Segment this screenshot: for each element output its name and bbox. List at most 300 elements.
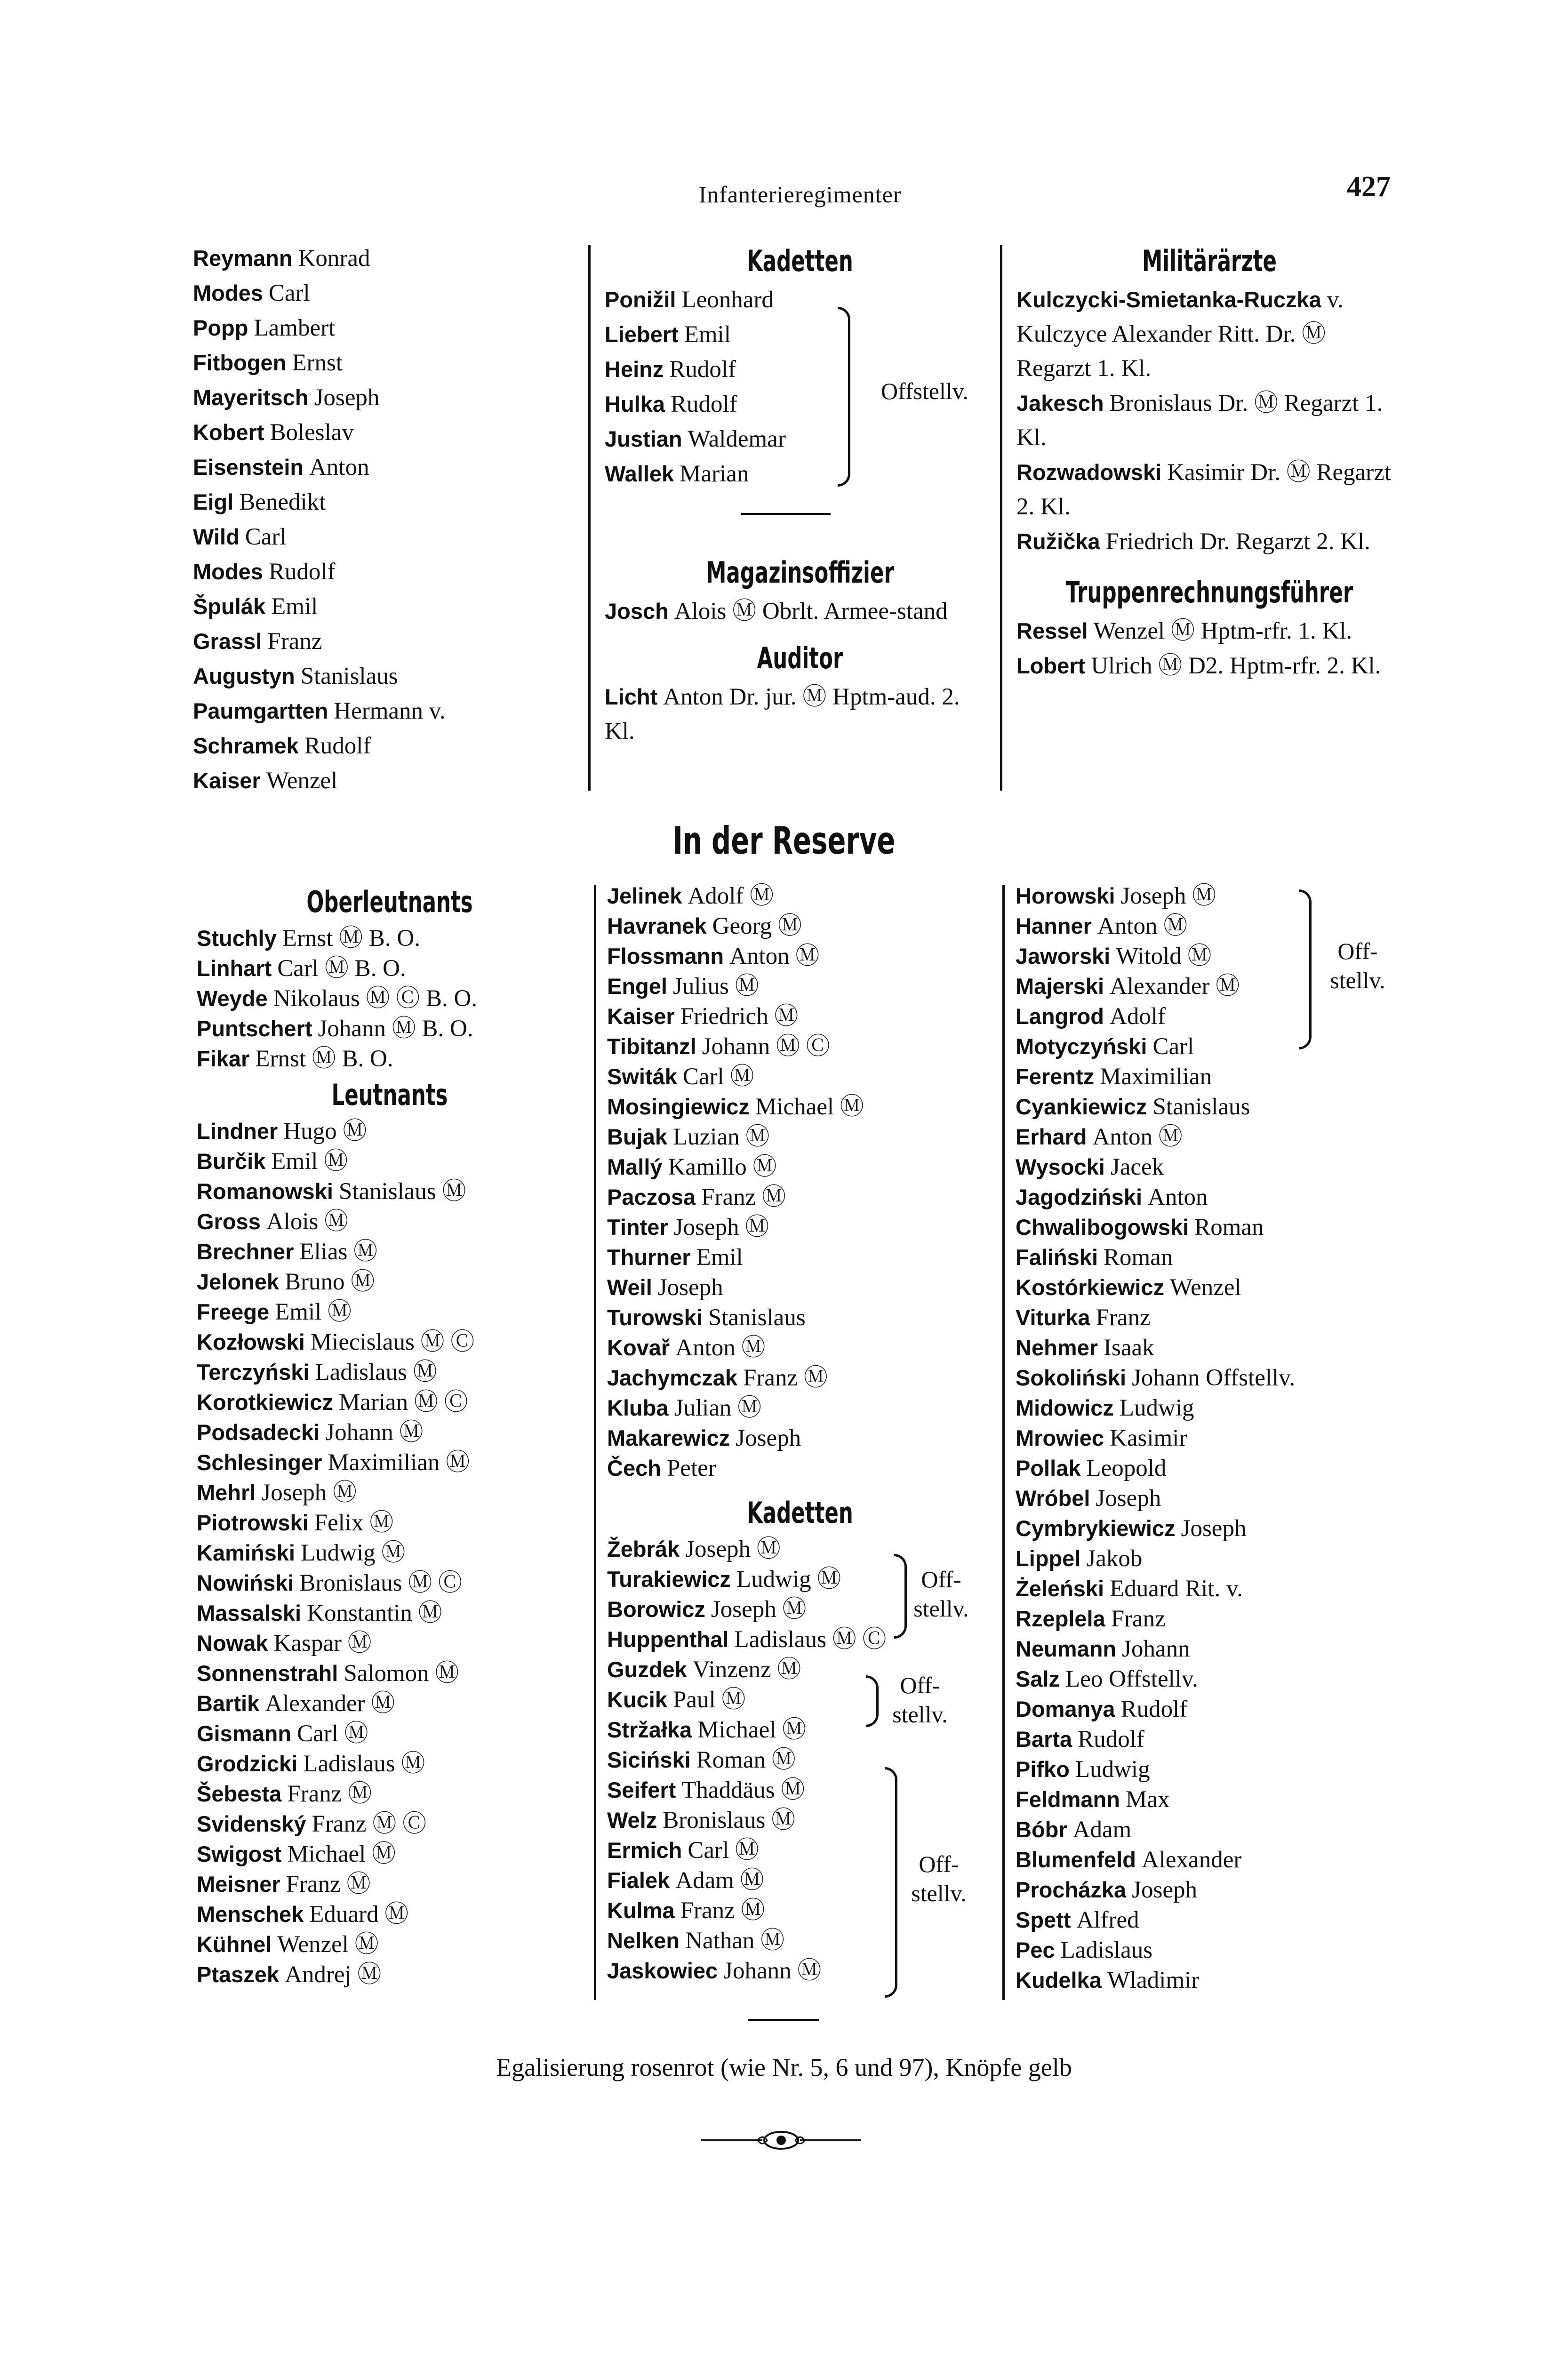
surname: Modes	[193, 559, 263, 584]
given-name: Joseph Ⓜ	[685, 1536, 781, 1562]
given-name: Roman	[1104, 1244, 1173, 1271]
name-list	[193, 241, 579, 798]
given-name: Boleslav	[270, 419, 354, 446]
surname: Borowicz	[607, 1597, 705, 1622]
given-name: Bronislaus Ⓜ Ⓒ	[299, 1570, 462, 1596]
surname: Jakesch	[1016, 391, 1104, 416]
surname: Kaiser	[607, 1004, 675, 1029]
list-entry	[197, 1960, 583, 1990]
surname: Meisner	[197, 1872, 280, 1897]
surname: Viturka	[1016, 1305, 1090, 1330]
list-entry	[607, 941, 993, 971]
given-name: Isaak	[1104, 1335, 1154, 1361]
given-name: Michael Ⓜ	[697, 1717, 807, 1743]
given-name: Ludwig Ⓜ	[736, 1566, 841, 1593]
list-entry	[607, 1333, 993, 1363]
list-entry	[1016, 386, 1402, 455]
surname: Bartik	[197, 1691, 260, 1716]
reserve-col1	[197, 881, 583, 1990]
given-name: Anton Ⓜ	[675, 1335, 766, 1361]
bracket	[885, 1767, 897, 1998]
given-name: Emil Ⓜ	[271, 1148, 348, 1175]
list-entry	[1016, 648, 1402, 683]
list-entry	[193, 589, 579, 624]
list-entry	[197, 1689, 583, 1719]
given-name: Franz Ⓜ	[680, 1897, 765, 1924]
reserve-col2	[607, 881, 993, 1986]
given-name: Joseph Ⓜ	[711, 1596, 807, 1623]
surname: Grassl	[193, 629, 262, 654]
given-name: Emil	[696, 1244, 743, 1271]
given-name: Rudolf	[671, 391, 737, 417]
surname: Mallý	[607, 1154, 663, 1179]
given-name: Carl	[245, 524, 287, 550]
section-heading-truppen: Truppenrechnungsführer	[1065, 575, 1353, 609]
auditor-list	[605, 680, 995, 749]
given-name: Friedrich Dr. Regarzt 2. Kl.	[1105, 528, 1370, 555]
surname: Lippel	[1016, 1546, 1081, 1571]
given-name: Stanislaus Ⓜ	[338, 1178, 466, 1205]
surname: Makarewicz	[607, 1425, 730, 1450]
surname: Pifko	[1016, 1757, 1070, 1782]
given-name: Johann	[1122, 1636, 1190, 1662]
given-name: Peter	[666, 1455, 716, 1481]
surname: Piotrowski	[197, 1510, 309, 1535]
surname: Mosingiewicz	[607, 1094, 750, 1119]
given-name: Anton	[309, 454, 369, 480]
given-name: Kasimir Dr. Ⓜ Regarzt 2. Kl.	[1016, 459, 1392, 520]
surname: Faliński	[1016, 1245, 1098, 1270]
list-entry	[193, 763, 579, 798]
given-name: Alfred	[1076, 1907, 1139, 1933]
given-name: Franz Ⓜ	[287, 1781, 372, 1807]
given-name: Benedikt	[239, 489, 326, 515]
surname: Lobert	[1016, 653, 1086, 678]
column-rule	[1000, 245, 1002, 791]
surname: Romanowski	[197, 1179, 333, 1204]
given-name: Eduard Rit. v.	[1110, 1576, 1243, 1602]
given-name: Roman Ⓜ	[696, 1747, 796, 1773]
section-heading-magazin: Magazinsoffizier	[706, 555, 894, 590]
surname: Žebrák	[607, 1537, 680, 1561]
given-name: Ludwig Ⓜ	[300, 1540, 406, 1566]
given-name: Rudolf	[1120, 1696, 1188, 1722]
surname: Wild	[193, 524, 240, 549]
surname: Nelken	[607, 1928, 680, 1953]
list-entry	[197, 984, 583, 1014]
bracket	[894, 1554, 907, 1639]
given-name: Carl Ⓜ	[297, 1721, 368, 1747]
list-entry	[1016, 1303, 1439, 1333]
given-name: Johann Ⓜ	[325, 1419, 424, 1446]
surname: Wallek	[605, 461, 674, 486]
surname: Bóbr	[1016, 1817, 1067, 1842]
list-entry	[197, 1929, 583, 1960]
given-name: Rudolf	[669, 356, 736, 383]
given-name: Joseph	[736, 1425, 801, 1451]
surname: Kluba	[607, 1395, 669, 1420]
given-name: Paul Ⓜ	[673, 1687, 746, 1713]
surname: Massalski	[197, 1601, 302, 1625]
given-name: Carl Ⓜ B. O.	[277, 955, 406, 982]
list-entry	[1016, 1423, 1439, 1453]
list-entry	[1016, 1634, 1439, 1664]
surname: Weil	[607, 1275, 652, 1300]
given-name: Adolf Ⓜ	[688, 883, 774, 909]
list-entry	[197, 1014, 583, 1044]
list-entry	[607, 1956, 993, 1986]
given-name: Carl Ⓜ	[688, 1837, 759, 1864]
surname: Kamiński	[197, 1540, 295, 1565]
surname: Ermich	[607, 1838, 682, 1863]
given-name: Leopold	[1086, 1455, 1167, 1481]
list-entry	[197, 1327, 583, 1357]
surname: Kulczycki-Smietanka-Ruczka	[1016, 287, 1321, 312]
list-entry	[197, 1538, 583, 1568]
given-name: Stanislaus	[300, 663, 398, 689]
top-col1	[193, 241, 579, 798]
surname: Ponižil	[605, 287, 676, 312]
surname: Fialek	[607, 1868, 670, 1893]
given-name: Luzian Ⓜ	[673, 1124, 770, 1150]
surname: Engel	[607, 974, 667, 999]
surname: Gross	[197, 1209, 261, 1234]
given-name: Eduard Ⓜ	[309, 1901, 409, 1928]
offstellv-note: Off-stellv.	[892, 1672, 948, 1728]
list-entry	[607, 1423, 993, 1453]
surname: Ružička	[1016, 529, 1100, 554]
list-entry	[197, 1839, 583, 1869]
divider	[741, 513, 831, 515]
given-name: Franz Ⓜ	[743, 1365, 828, 1391]
list-entry	[193, 276, 579, 311]
list-entry	[605, 594, 995, 629]
given-name: Bronislaus Ⓜ	[663, 1807, 796, 1833]
given-name: Joseph	[1132, 1877, 1197, 1903]
given-name: Konstantin Ⓜ	[307, 1600, 442, 1626]
given-name: Emil	[684, 321, 731, 348]
given-name: Hermann v.	[334, 698, 446, 724]
oberleutnants-list	[197, 923, 583, 1074]
surname: Liebert	[605, 322, 679, 347]
surname: Neumann	[1016, 1636, 1117, 1661]
list-entry	[197, 1658, 583, 1689]
given-name: Johann Ⓜ	[723, 1958, 822, 1984]
surname: Jelinek	[607, 883, 682, 908]
given-name: Anton Ⓜ	[729, 943, 820, 969]
given-name: Andrej Ⓜ	[285, 1961, 382, 1988]
list-entry	[193, 624, 579, 659]
surname: Wysocki	[1016, 1154, 1105, 1179]
given-name: Stanislaus	[708, 1305, 806, 1331]
given-name: Rudolf	[268, 559, 336, 585]
surname: Spett	[1016, 1907, 1071, 1932]
surname: Hulka	[605, 392, 665, 416]
surname: Erhard	[1016, 1124, 1087, 1149]
surname: Licht	[605, 684, 658, 709]
surname: Augustyn	[193, 664, 295, 688]
surname: Nehmer	[1016, 1335, 1098, 1360]
bracket	[1299, 889, 1312, 1049]
list-entry	[1016, 1062, 1439, 1092]
surname: Brechner	[197, 1239, 294, 1264]
surname: Bujak	[607, 1124, 667, 1149]
top-col2	[605, 240, 995, 491]
surname: Jaworski	[1016, 944, 1111, 968]
list-entry	[193, 694, 579, 728]
surname: Modes	[193, 280, 263, 305]
given-name: Ladislaus Ⓜ	[315, 1359, 437, 1385]
given-name: Maximilian Ⓜ	[328, 1449, 470, 1476]
offstellv-note: Offstellv.	[880, 378, 969, 404]
list-entry	[1016, 524, 1402, 559]
surname: Majerski	[1016, 974, 1104, 999]
truppen-list	[1016, 614, 1402, 683]
running-head: Infanterieregimenter	[698, 181, 902, 208]
list-entry	[607, 1775, 993, 1805]
surname: Tinter	[607, 1215, 668, 1240]
given-name: Joseph	[1181, 1515, 1247, 1542]
list-entry	[197, 1176, 583, 1207]
surname: Burčik	[197, 1149, 266, 1174]
surname: Kulma	[607, 1898, 675, 1923]
reserve-list	[607, 881, 993, 1483]
surname: Wróbel	[1016, 1486, 1090, 1511]
surname: Kozłowski	[197, 1329, 305, 1354]
given-name: Kaspar Ⓜ	[273, 1630, 372, 1657]
section-heading-aerzte: Militärärzte	[1142, 244, 1277, 278]
surname: Paczosa	[607, 1185, 696, 1209]
list-entry	[197, 1357, 583, 1387]
given-name: Waldemar	[688, 426, 786, 452]
given-name: Joseph	[1096, 1485, 1161, 1512]
given-name: Franz	[1111, 1606, 1166, 1632]
surname: Ptaszek	[197, 1962, 280, 1987]
given-name: Carl Ⓜ	[682, 1064, 754, 1090]
surname: Flossmann	[607, 944, 724, 968]
given-name: Franz Ⓜ Ⓒ	[312, 1811, 427, 1837]
given-name: Michael Ⓜ	[755, 1094, 864, 1120]
given-name: Bruno Ⓜ	[285, 1269, 375, 1295]
column-rule	[1002, 885, 1005, 2000]
given-name: Ernst	[292, 350, 343, 376]
list-entry	[1016, 1754, 1439, 1785]
bracket	[838, 307, 850, 487]
given-name: Ulrich Ⓜ D2. Hptm-rfr. 2. Kl.	[1091, 653, 1381, 679]
given-name: Adam	[1072, 1817, 1132, 1843]
list-entry	[607, 1393, 993, 1423]
given-name: Rudolf	[304, 733, 371, 759]
surname: Eigl	[193, 489, 234, 514]
surname: Stuchly	[197, 926, 277, 951]
surname: Feldmann	[1016, 1787, 1120, 1812]
given-name: Julian Ⓜ	[674, 1395, 762, 1421]
surname: Cymbrykiewicz	[1016, 1516, 1176, 1541]
list-entry	[607, 1805, 993, 1835]
list-entry	[1016, 1122, 1439, 1152]
surname: Rozwadowski	[1016, 460, 1162, 485]
list-entry	[193, 241, 579, 276]
list-entry	[197, 1869, 583, 1899]
surname: Horowski	[1016, 883, 1115, 908]
surname: Chwalibogowski	[1016, 1215, 1189, 1240]
surname: Paumgartten	[193, 698, 328, 723]
list-entry	[1016, 1483, 1439, 1513]
list-entry	[197, 1899, 583, 1929]
surname: Svidenský	[197, 1811, 306, 1836]
given-name: Alois Ⓜ	[266, 1209, 349, 1235]
list-entry	[1016, 1032, 1439, 1062]
surname: Lindner	[197, 1119, 278, 1144]
surname: Menschek	[197, 1902, 304, 1927]
reserve-heading: In der Reserve	[672, 819, 896, 863]
surname: Fitbogen	[193, 350, 287, 375]
list-entry	[607, 1242, 993, 1273]
list-entry	[607, 1092, 993, 1122]
list-entry	[197, 953, 583, 984]
surname: Špulák	[193, 594, 266, 619]
given-name: Adam Ⓜ	[675, 1867, 764, 1894]
list-entry	[607, 1062, 993, 1092]
given-name: Wenzel	[266, 768, 338, 794]
surname: Fikar	[197, 1046, 250, 1071]
given-name: Jacek	[1110, 1154, 1164, 1180]
given-name: Wenzel Ⓜ Hptm-rfr. 1. Kl.	[1093, 618, 1352, 644]
ornament-icon	[701, 2126, 861, 2154]
given-name: Ladislaus Ⓜ	[303, 1751, 425, 1777]
given-name: Ladislaus Ⓜ Ⓒ	[734, 1626, 887, 1653]
list-entry	[607, 1032, 993, 1062]
given-name: Bronislaus Dr. Ⓜ Regarzt 1. Kl.	[1016, 390, 1383, 451]
given-name: Jakob	[1086, 1545, 1143, 1572]
surname: Salz	[1016, 1666, 1060, 1691]
list-entry	[605, 680, 995, 749]
list-entry	[1016, 1513, 1439, 1544]
given-name: Emil Ⓜ	[275, 1299, 352, 1325]
list-entry	[607, 911, 993, 941]
surname: Josch	[605, 599, 669, 624]
list-entry	[193, 345, 579, 380]
given-name: Marian	[680, 461, 749, 487]
given-name: Thaddäus Ⓜ	[681, 1777, 805, 1803]
list-entry	[607, 1212, 993, 1242]
list-entry	[193, 450, 579, 485]
surname: Kudelka	[1016, 1968, 1102, 1993]
surname: Kovař	[607, 1335, 670, 1360]
list-entry	[197, 1207, 583, 1237]
surname: Huppenthal	[607, 1627, 729, 1652]
list-entry	[197, 1478, 583, 1508]
surname: Seifert	[607, 1777, 676, 1802]
surname: Grodzicki	[197, 1751, 298, 1776]
list-entry	[607, 971, 993, 1001]
surname: Kostórkiewicz	[1016, 1275, 1165, 1300]
given-name: Rudolf	[1078, 1726, 1144, 1753]
list-entry	[1016, 1453, 1439, 1483]
surname: Blumenfeld	[1016, 1847, 1136, 1872]
surname: Tibitanzl	[607, 1034, 696, 1059]
given-name: Ernst Ⓜ B. O.	[255, 1046, 393, 1072]
given-name: Salomon Ⓜ	[344, 1660, 459, 1687]
surname: Ressel	[1016, 618, 1088, 643]
list-entry	[193, 520, 579, 554]
magazin-list	[605, 594, 995, 629]
list-entry	[607, 1122, 993, 1152]
reserve-col3	[1016, 881, 1439, 1995]
list-entry	[1016, 1694, 1439, 1724]
surname: Freege	[197, 1299, 270, 1324]
given-name: Lambert	[254, 315, 336, 341]
list-entry	[1016, 1815, 1439, 1845]
given-name: Alois Ⓜ Obrlt. Armee-stand	[674, 598, 948, 624]
surname: Kaiser	[193, 768, 261, 793]
surname: Swigost	[197, 1841, 282, 1866]
offstellv-note: Off-stellv.	[1330, 938, 1385, 993]
list-entry	[1016, 881, 1439, 911]
given-name: Alexander Ⓜ	[1110, 973, 1240, 1000]
list-entry	[197, 1448, 583, 1478]
surname: Mehrl	[197, 1480, 256, 1505]
given-name: Alexander Ⓜ	[265, 1690, 395, 1717]
surname: Stržałka	[607, 1717, 692, 1742]
list-entry	[197, 1044, 583, 1074]
list-entry	[607, 1001, 993, 1032]
list-entry	[607, 881, 993, 911]
given-name: Wladimir	[1107, 1967, 1200, 1993]
given-name: Miecislaus Ⓜ Ⓒ	[310, 1329, 475, 1355]
surname: Korotkiewicz	[197, 1390, 333, 1415]
list-entry	[193, 659, 579, 694]
given-name: Carl	[1152, 1033, 1194, 1060]
offstellv-note: Off-stellv.	[913, 1566, 969, 1622]
list-entry	[1016, 1393, 1439, 1423]
given-name: Joseph Ⓜ	[673, 1214, 769, 1241]
column-rule	[588, 245, 591, 791]
surname: Puntschert	[197, 1016, 312, 1041]
list-entry	[197, 1568, 583, 1598]
surname: Reymann	[193, 246, 293, 271]
list-entry	[1016, 1604, 1439, 1634]
list-entry	[607, 1534, 993, 1564]
surname: Kucik	[607, 1687, 667, 1712]
surname: Żeleński	[1016, 1576, 1104, 1601]
list-entry	[607, 1745, 993, 1775]
list-entry	[197, 1237, 583, 1267]
surname: Siciński	[607, 1747, 691, 1772]
list-entry	[197, 1267, 583, 1297]
offstellv-note: Off-stellv.	[911, 1851, 967, 1906]
list-entry	[197, 1809, 583, 1839]
given-name: Anton Ⓜ	[1092, 1124, 1183, 1150]
given-name: Kasimir	[1110, 1425, 1187, 1451]
given-name: Alexander	[1141, 1847, 1242, 1873]
given-name: Joseph	[657, 1274, 723, 1301]
list-entry	[605, 317, 995, 352]
list-entry	[1016, 1574, 1439, 1604]
surname: Nowak	[197, 1631, 268, 1656]
column-rule	[594, 885, 596, 2000]
list-entry	[607, 1363, 993, 1393]
given-name: Georg Ⓜ	[712, 913, 802, 939]
list-entry	[1016, 1875, 1439, 1905]
surname: Justian	[605, 426, 682, 451]
list-entry	[1016, 1333, 1439, 1363]
list-entry	[607, 1152, 993, 1182]
list-entry	[607, 1926, 993, 1956]
given-name: Adolf	[1109, 1003, 1166, 1030]
list-entry	[193, 415, 579, 450]
surname: Domanya	[1016, 1697, 1115, 1721]
